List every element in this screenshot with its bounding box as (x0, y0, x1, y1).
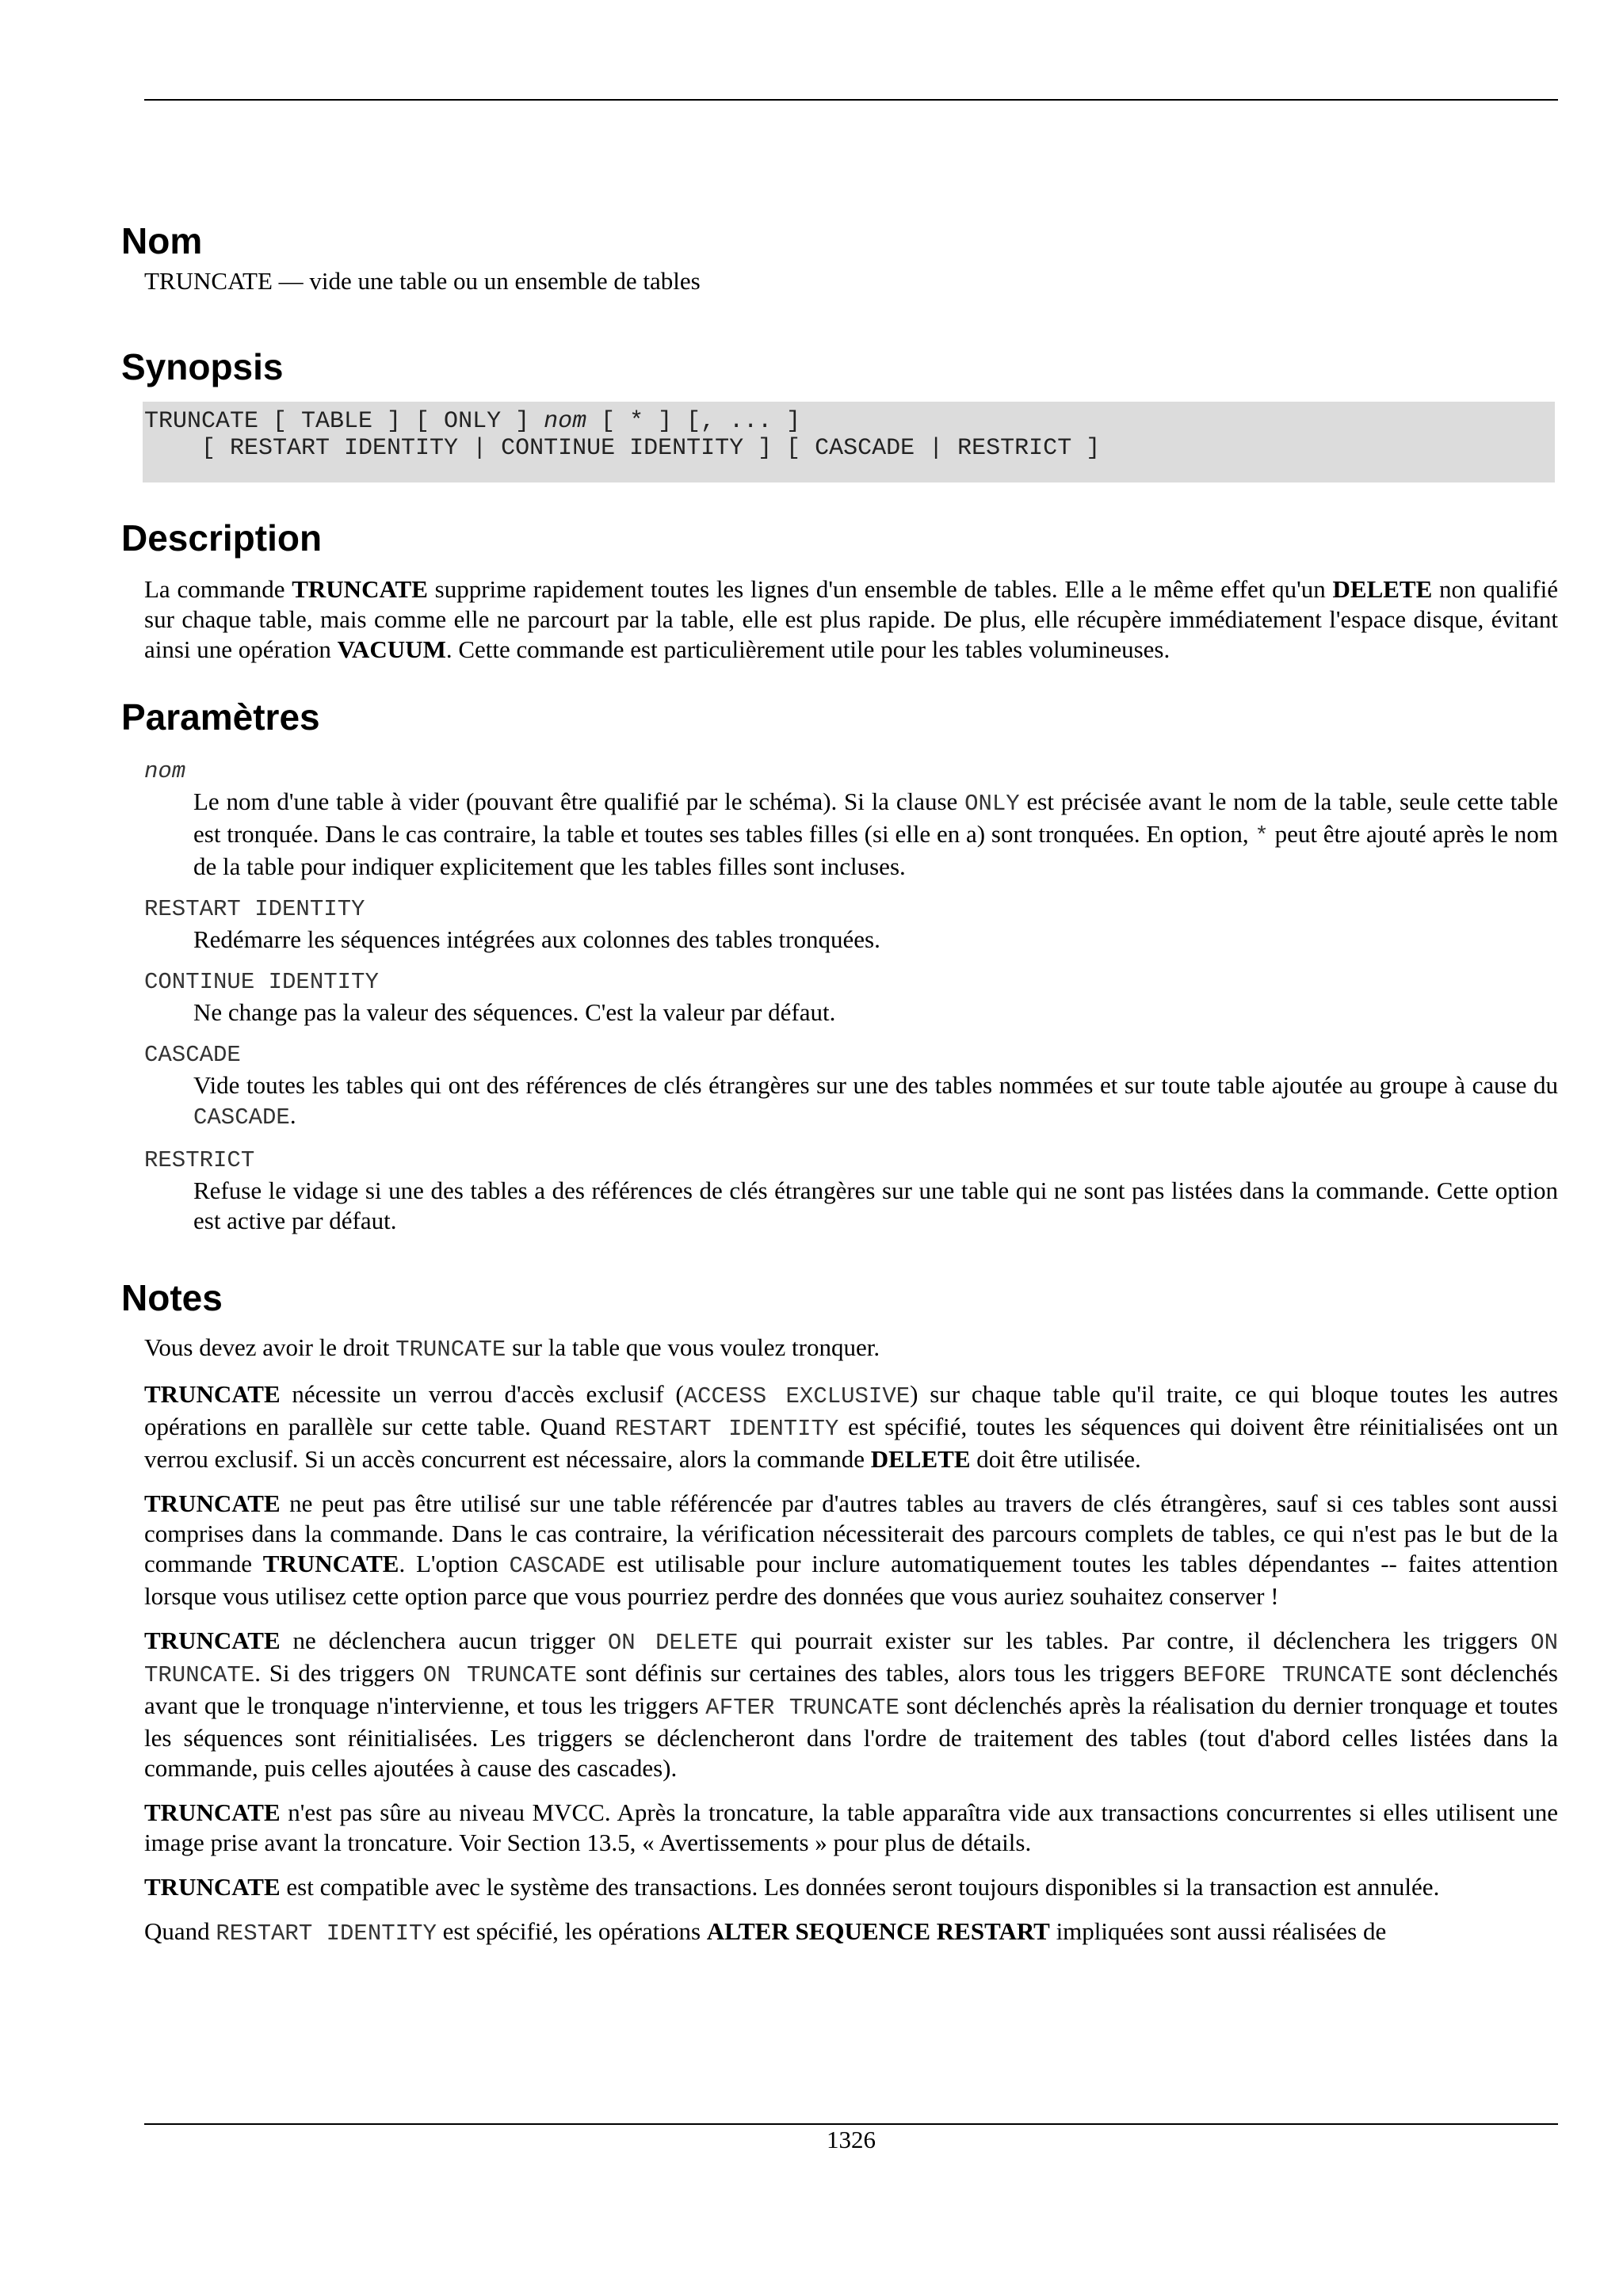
parameter-term: nom (144, 758, 186, 784)
notes-body (121, 1333, 1558, 1949)
parameter-term: CASCADE (144, 1042, 241, 1068)
section-heading-synopsis: Synopsis (121, 346, 284, 387)
parameters-list (121, 757, 1558, 1236)
nom-text: TRUNCATE — vide une table ou un ensemble de tables (144, 267, 701, 295)
notes-paragraph-2: TRUNCATE nécessite un verrou d'accès exclusif (ACCESS EXCLUSIVE) sur chaque table qu'il traite, ce qui bloque toutes les autres opérations en parallèle sur cette table. Quand RESTART IDENTITY est spécifié, toutes les séquences qui doivent être réinitialisées ont un verrou exclusif. Si un accès concurrent est nécessaire, alors la commande DELETE doit être utilisée. (144, 1380, 1559, 1473)
parameter-restart-identity (121, 894, 1558, 955)
synopsis-nom-param: nom (544, 408, 587, 435)
notes-paragraph-6: TRUNCATE est compatible avec le système des transactions. Les données seront toujours disponibles si la transaction est annulée. (144, 1873, 1440, 1901)
notes-paragraph-5: TRUNCATE n'est pas sûre au niveau MVCC. Après la troncature, la table apparaîtra vide aux transactions concurrentes si elles utilisent une image prise avant la troncature. Voir Section 13.5, « Avertissements » pour plus de détails. (144, 1798, 1558, 1856)
section-heading-parametres: Paramètres (121, 696, 320, 738)
notes-paragraph-1: Vous devez avoir le droit TRUNCATE sur la table que vous voulez tronquer. (144, 1333, 880, 1363)
parameter-cascade (121, 1040, 1558, 1133)
parameter-continue-identity (121, 967, 1558, 1028)
parameter-restrict (121, 1146, 1558, 1236)
parameter-definition: Vide toutes les tables qui ont des références de clés étrangères sur une des tables nommées et sur toute table ajoutée au groupe à cause du CASCADE. (193, 1071, 1558, 1131)
notes-paragraph-4: TRUNCATE ne déclenchera aucun trigger ON DELETE qui pourrait exister sur les tables. Par contre, il déclenchera les triggers ON TRUNCATE. Si des triggers ON TRUNCATE sont définis sur certaines des tables, alors tous les triggers BEFORE TRUNCATE sont déclenchés avant que le tronquage n'intervienne, et tous les triggers AFTER TRUNCATE sont déclenchés après la réalisation du dernier tronquage et toutes les séquences sont réinitialisées. Les triggers se déclencheront dans l'ordre de traitement des tables (tout d'abord celles listées dans la commande, puis celles ajoutées à cause des cascades). (144, 1627, 1558, 1782)
notes-paragraph-7: Quand RESTART IDENTITY est spécifié, les opérations ALTER SEQUENCE RESTART impliquées sont aussi réalisées de (144, 1917, 1387, 1947)
parameter-definition: Ne change pas la valeur des séquences. C'est la valeur par défaut. (193, 998, 836, 1026)
synopsis-line1-b: [ * ] [, ... ] (586, 408, 801, 435)
synopsis-line1-a: TRUNCATE [ TABLE ] [ ONLY ] (144, 408, 544, 435)
notes-paragraph-3: TRUNCATE ne peut pas être utilisé sur une table référencée par d'autres tables au travers de clés étrangères, sauf si ces tables sont aussi comprises dans la commande. Dans le cas contraire, la vérification nécessiterait des parcours complets de tables, ce qui n'est pas le but de la commande TRUNCATE. L'option CASCADE est utilisable pour inclure automatiquement toutes les tables dépendantes -- faites attention lorsque vous utilisez cette option parce que vous pourriez perdre des données que vous auriez souhaitez conserver ! (144, 1489, 1558, 1610)
section-heading-nom: Nom (121, 220, 203, 261)
synopsis-code (144, 408, 1553, 462)
parameter-definition: Redémarre les séquences intégrées aux colonnes des tables tronquées. (193, 925, 880, 953)
synopsis-line2: [ RESTART IDENTITY | CONTINUE IDENTITY ] [ CASCADE | RESTRICT ] (144, 435, 1101, 462)
parameter-term: RESTRICT (144, 1147, 255, 1173)
header-rule (144, 99, 1558, 101)
description-paragraph: La commande TRUNCATE supprime rapidement toutes les lignes d'un ensemble de tables. Elle a le même effet qu'un DELETE non qualifié sur chaque table, mais comme elle ne parcourt par la table, elle est plus rapide. De plus, elle récupère immédiatement l'espace disque, évitant ainsi une opération VACUUM. Cette commande est particulièrement utile pour les tables volumineuses. (144, 575, 1559, 663)
parameter-term: CONTINUE IDENTITY (144, 969, 379, 995)
parameter-term: RESTART IDENTITY (144, 896, 365, 922)
parameter-nom (121, 757, 1558, 882)
parameter-definition: Le nom d'une table à vider (pouvant être qualifié par le schéma). Si la clause ONLY est précisée avant le nom de la table, seule cette table est tronquée. Dans le cas contraire, la table et toutes ses tables filles (si elle en a) sont tronquées. En option, * peut être ajouté après le nom de la table pour indiquer explicitement que les tables filles sont incluses. (193, 788, 1558, 880)
parameter-definition: Refuse le vidage si une des tables a des références de clés étrangères sur une table qui ne sont pas listées dans la commande. Cette option est active par défaut. (193, 1177, 1558, 1234)
page-content (121, 220, 1558, 1949)
section-heading-description: Description (121, 517, 323, 559)
synopsis-code-block (143, 402, 1555, 482)
page-number: 1326 (827, 2126, 876, 2153)
section-heading-notes: Notes (121, 1277, 223, 1318)
